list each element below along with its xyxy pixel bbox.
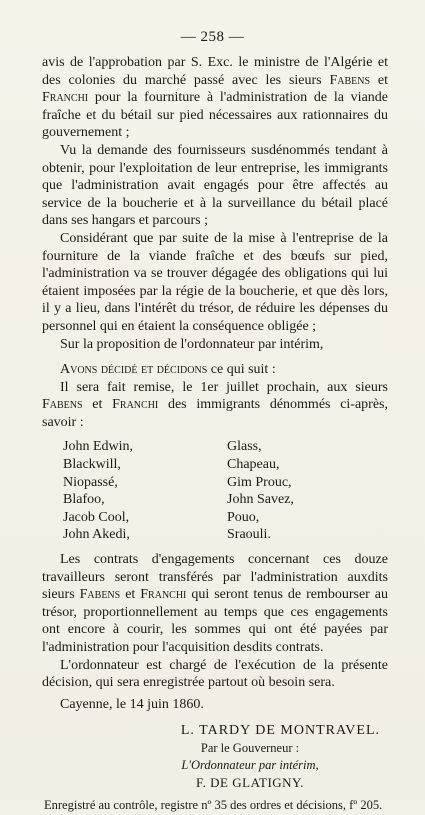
name-fabens: Fabens [79, 587, 121, 603]
decree-rest: ce qui suit : [210, 362, 276, 378]
immigrant-name: Blackwill, [63, 457, 121, 473]
conjunction: et [125, 587, 136, 603]
immigrant-name: Glass, [227, 439, 262, 455]
immigrant-name: Pouo, [227, 509, 260, 525]
paragraph-text: Les contrats d'engagements concernant ces douze travailleurs seront transférés par l'administration auxdits sieurs [42, 552, 388, 603]
immigrant-name: John Edwin, [63, 439, 133, 455]
registration-note: Enregistré au contrôle, registre nº 35 des ordres et décisions, fº 205. [44, 797, 383, 812]
name-franchi: Franchi [140, 587, 187, 603]
immigrant-name: Sraouli. [227, 527, 271, 543]
decree-formula: Avons décidé et décidons [60, 362, 208, 378]
name-fabens: Fabens [329, 72, 371, 88]
paragraph-text: pour la fourniture à l'administration de la viande fraîche et du bétail sur pied nécessaires aux rationnaires du gouvernement ; [42, 90, 388, 141]
paragraph-text: qui seront tenus de rembourser au trésor, proportionnellement au temps que ces engagements ont encore à courir, les sommes qui ont été payées par l'administration pour l'acquisition desdits contrats. [42, 587, 389, 655]
paragraph-execution: L'ordonnateur est chargé de l'exécution de la présente décision, qui sera enregistrée partout où besoin sera. [42, 657, 388, 691]
ordonnateur-name: F. DE GLATIGNY. [195, 774, 305, 790]
paragraph-contracts [42, 551, 388, 657]
paragraph-approval [42, 54, 388, 142]
conjunction: et [377, 72, 389, 88]
immigrant-name: Niopassé, [63, 474, 118, 490]
governor-signature: L. TARDY DE MONTRAVEL. [180, 723, 380, 739]
paragraph-text: des immigrants dénommés ci-après, savoir : [42, 397, 389, 430]
immigrant-name: John Savez, [227, 492, 294, 508]
immigrant-name: Jacob Cool, [63, 509, 130, 525]
immigrant-name: Blafoo, [63, 492, 105, 508]
countersignature-block [42, 740, 388, 791]
immigrant-name: Chapeau, [227, 457, 280, 473]
paragraph-text: Il sera fait remise, le 1er juillet prochain, aux sieurs [60, 379, 388, 395]
paragraph-text: avis de l'approbation par S. Exc. le ministre de l'Algérie et des colonies du marché passé avec les sieurs [42, 55, 388, 88]
paragraph-considering: Considérant que par suite de la mise à l'entreprise de la fourniture de la viande fraîche et des bœufs sur pied, l'administration va se trouver dégagée des obligations qui lui étaient imposées par la régie de la boucherie, et que dès lors, il y a lieu, dans l'intérêt du trésor, de réduire les dépenses du personnel qui en étaient la conséquence obligée ; [42, 230, 388, 334]
name-fabens: Fabens [42, 397, 83, 413]
paragraph-proposal: Sur la proposition de l'ordonnateur par intérim, [60, 336, 324, 352]
immigrant-name: John Akedi, [63, 527, 130, 543]
name-franchi: Franchi [42, 90, 89, 106]
ordonnateur-title: L'Ordonnateur par intérim, [181, 757, 319, 772]
paragraph-remise [42, 379, 388, 432]
name-franchi: Franchi [112, 397, 159, 413]
decree-heading [42, 361, 388, 379]
by-governor-line: Par le Gouverneur : [200, 740, 300, 755]
page-number: — 258 — [180, 29, 245, 45]
dateline: Cayenne, le 14 juin 1860. [60, 696, 204, 712]
immigrant-names-list [63, 438, 388, 544]
immigrant-name: Gim Prouc, [227, 474, 292, 490]
document-body [42, 54, 388, 815]
conjunction: et [92, 397, 103, 413]
paragraph-request: Vu la demande des fournisseurs susdénommés tendant à obtenir, pour l'exploitation de leur entreprise, les immigrants que l'administration avait engagés pour être affectés au service de la boucherie et à la surveillance du bétail placé dans ses hangars et parcours ; [42, 142, 388, 229]
